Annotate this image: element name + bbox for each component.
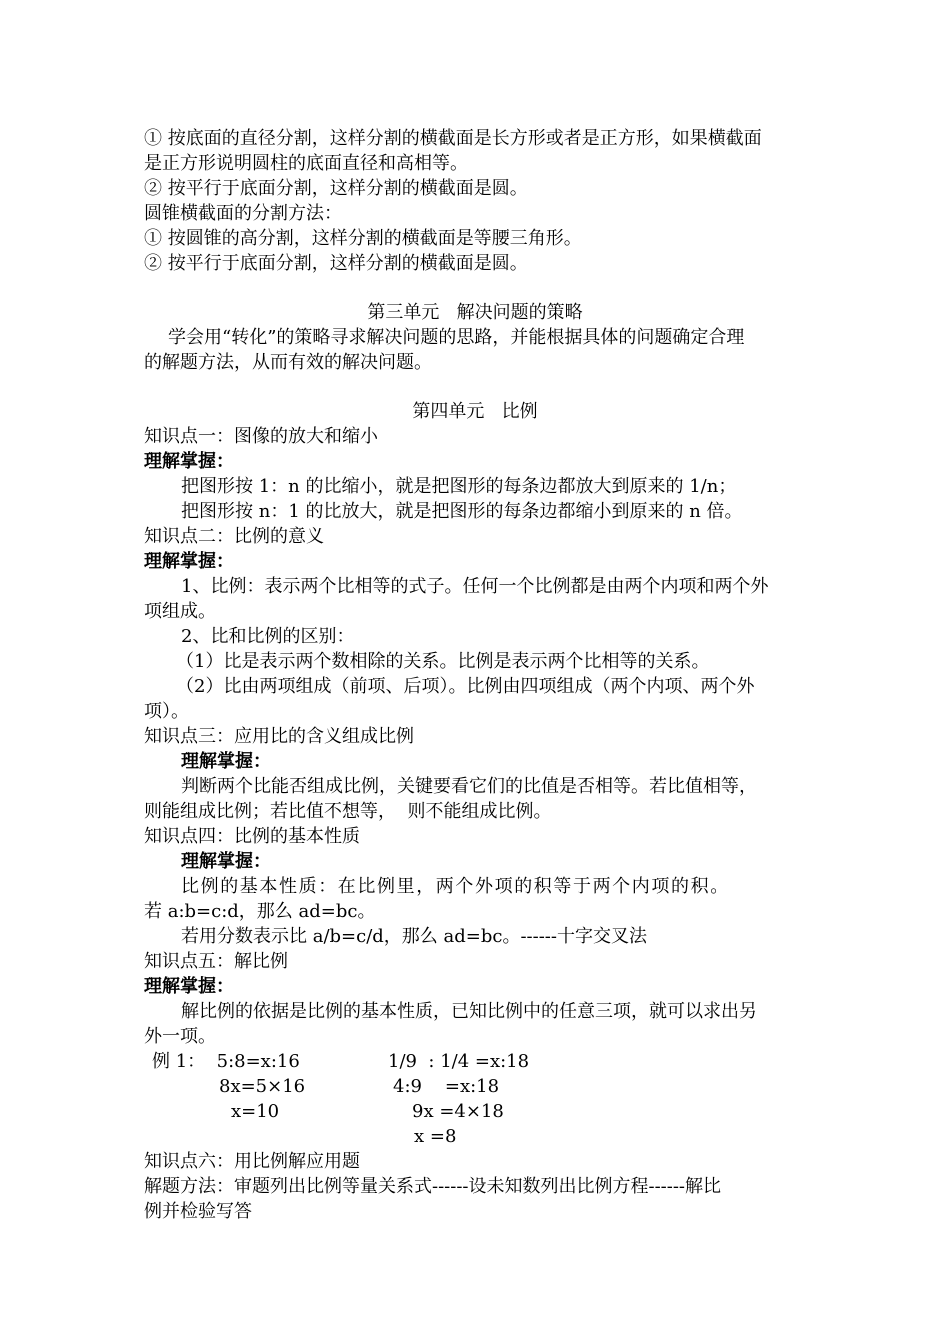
text-line: 例并检验写答 [144, 1201, 252, 1222]
example-step: 例 1： 5:8=x:16 [152, 1051, 300, 1072]
understand-label: 理解掌握： [144, 451, 234, 472]
text-line: ① 按底面的直径分割，这样分割的横截面是长方形或者是正方形，如果横截面 [144, 128, 762, 149]
text-line: 若用分数表示比 a/b=c/d，那么 ad=bc。------十字交叉法 [181, 926, 647, 947]
text-line: 把图形按 1：n 的比缩小，就是把图形的每条边都放大到原来的 1/n； [181, 476, 737, 497]
text-line: 比例的基本性质：在比例里，两个外项的积等于两个内项的积。 [181, 876, 730, 897]
knowledge-point-heading: 知识点四：比例的基本性质 [144, 826, 360, 847]
example-step: x=10 [231, 1101, 280, 1122]
text-line: 圆锥横截面的分割方法： [144, 203, 342, 224]
understand-label: 理解掌握： [181, 851, 271, 872]
text-line: 的解题方法，从而有效的解决问题。 [144, 352, 432, 373]
text-line: 外一项。 [144, 1026, 216, 1047]
text-line: 项组成。 [144, 601, 216, 622]
example-step: 8x=5×16 [219, 1076, 306, 1097]
knowledge-point-heading: 知识点一：图像的放大和缩小 [144, 426, 378, 447]
text-line: 是正方形说明圆柱的底面直径和高相等。 [144, 153, 468, 174]
knowledge-point-heading: 知识点三：应用比的含义组成比例 [144, 726, 414, 747]
understand-label: 理解掌握： [181, 751, 271, 772]
knowledge-point-heading: 知识点六：用比例解应用题 [144, 1151, 360, 1172]
text-line: 解题方法：审题列出比例等量关系式------设未知数列出比例方程------解比 [144, 1176, 721, 1197]
knowledge-point-heading: 知识点二：比例的意义 [144, 526, 324, 547]
text-line: 把图形按 n：1 的比放大，就是把图形的每条边都缩小到原来的 n 倍。 [181, 501, 743, 522]
text-line: 学会用“转化”的策略寻求解决问题的思路，并能根据具体的问题确定合理 [168, 327, 745, 348]
text-line: ① 按圆锥的高分割，这样分割的横截面是等腰三角形。 [144, 228, 582, 249]
text-line: 判断两个比能否组成比例，关键要看它们的比值是否相等。若比值相等， [181, 776, 757, 797]
text-line: 则能组成比例；若比值不想等， 则不能组成比例。 [144, 801, 552, 822]
text-line: 若 a:b=c:d，那么 ad=bc。 [144, 901, 376, 922]
text-line: 2、比和比例的区别： [181, 626, 355, 647]
text-line: ② 按平行于底面分割，这样分割的横截面是圆。 [144, 253, 528, 274]
knowledge-point-heading: 知识点五：解比例 [144, 951, 288, 972]
section-heading-unit-4: 第四单元 比例 [412, 401, 538, 422]
example-step: 1/9 : 1/4 =x:18 [388, 1051, 530, 1072]
text-line: 1、比例：表示两个比相等的式子。任何一个比例都是由两个内项和两个外 [181, 576, 769, 597]
text-line: （2）比由两项组成（前项、后项）。比例由四项组成（两个内项、两个外 [176, 676, 755, 697]
text-line: ② 按平行于底面分割，这样分割的横截面是圆。 [144, 178, 528, 199]
understand-label: 理解掌握： [144, 976, 234, 997]
text-line: 解比例的依据是比例的基本性质，已知比例中的任意三项，就可以求出另 [181, 1001, 757, 1022]
section-heading-unit-3: 第三单元 解决问题的策略 [367, 302, 583, 323]
example-step: 9x =4×18 [412, 1101, 504, 1122]
text-line: 项）。 [144, 701, 189, 722]
text-line: （1）比是表示两个数相除的关系。比例是表示两个比相等的关系。 [176, 651, 710, 672]
example-step: 4:9 =x:18 [393, 1076, 500, 1097]
understand-label: 理解掌握： [144, 551, 234, 572]
example-step: x =8 [414, 1126, 457, 1147]
